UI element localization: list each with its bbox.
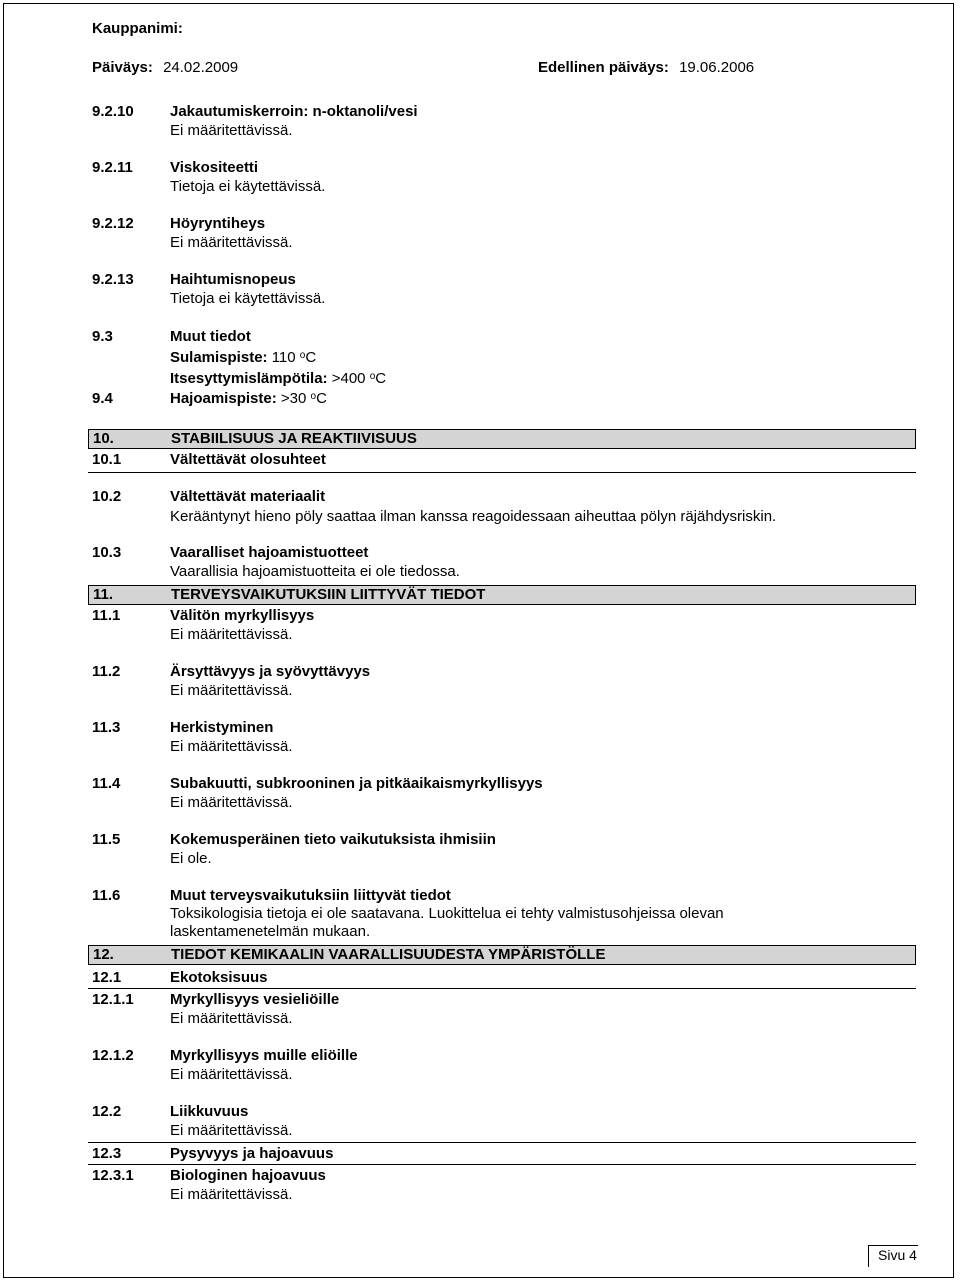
item-title: Höyryntiheys xyxy=(170,215,266,232)
item-number: 9.2.13 xyxy=(92,271,134,288)
item-number: 11.1 xyxy=(92,607,121,624)
item-text: Ei määritettävissä. xyxy=(170,794,293,811)
item-title: Jakautumiskerroin: n-oktanoli/vesi xyxy=(170,103,418,120)
section-header-11 xyxy=(88,585,916,605)
item-title: Myrkyllisyys vesieliöille xyxy=(170,991,340,1008)
degree-mark: o xyxy=(310,391,317,402)
section-title: TERVEYSVAIKUTUKSIIN LIITTYVÄT TIEDOT xyxy=(171,586,486,603)
unit: C xyxy=(375,370,387,387)
item-number: 10.2 xyxy=(92,488,122,505)
item-text: Ei määritettävissä. xyxy=(170,1066,293,1083)
item-text: Ei määritettävissä. xyxy=(170,1122,293,1139)
page-number: Sivu 4 xyxy=(878,1247,917,1263)
item-number: 10.3 xyxy=(92,544,122,561)
item-text: Kerääntynyt hieno pöly saattaa ilman kanssa reagoidessaan aiheuttaa pölyn räjähdysriskin. xyxy=(170,508,777,525)
autoignition-label: Itsesyttymislämpötila: xyxy=(170,370,328,387)
item-number: 9.2.12 xyxy=(92,215,134,232)
previous-date-label: Edellinen päiväys: xyxy=(538,59,669,76)
item-title: Ekotoksisuus xyxy=(170,969,268,986)
item-title: Ärsyttävyys ja syövyttävyys xyxy=(170,663,371,680)
item-title: Subakuutti, subkrooninen ja pitkäaikaismyrkyllisyys xyxy=(170,775,543,792)
item-text: Ei määritettävissä. xyxy=(170,234,293,251)
section-header-10 xyxy=(88,429,916,449)
item-number: 9.3 xyxy=(92,328,113,345)
degree-mark: o xyxy=(369,371,376,382)
divider xyxy=(88,1164,916,1165)
item-title: Biologinen hajoavuus xyxy=(170,1167,326,1184)
autoignition-value: >400 xyxy=(331,370,366,387)
item-title: Vältettävät materiaalit xyxy=(170,488,326,505)
page-frame xyxy=(3,3,954,1278)
item-title: Muut terveysvaikutuksiin liittyvät tiedot xyxy=(170,887,451,904)
item-text: Ei määritettävissä. xyxy=(170,122,293,139)
item-text: laskentamenetelmän mukaan. xyxy=(170,923,371,940)
date-value: 24.02.2009 xyxy=(163,59,239,76)
item-text: Ei määritettävissä. xyxy=(170,1186,293,1203)
melting-point-value: 110 xyxy=(271,349,296,366)
autoignition-temperature xyxy=(170,370,386,388)
previous-date-field xyxy=(538,59,754,76)
divider xyxy=(88,1142,916,1143)
item-number: 9.2.10 xyxy=(92,103,134,120)
divider xyxy=(88,472,916,473)
section-number: 11. xyxy=(93,586,114,603)
item-title: Kokemusperäinen tieto vaikutuksista ihmisiin xyxy=(170,831,496,848)
item-title: Myrkyllisyys muille eliöille xyxy=(170,1047,358,1064)
item-number: 12.3 xyxy=(92,1145,122,1162)
item-title: Viskositeetti xyxy=(170,159,259,176)
item-text: Ei määritettävissä. xyxy=(170,738,293,755)
decomposition-value: >30 xyxy=(280,390,307,407)
item-text: Ei määritettävissä. xyxy=(170,626,293,643)
item-number: 12.1 xyxy=(92,969,122,986)
date-field xyxy=(92,59,238,76)
item-number: 11.3 xyxy=(92,719,121,736)
item-number: 10.1 xyxy=(92,451,122,468)
divider xyxy=(88,988,916,989)
item-text: Ei määritettävissä. xyxy=(170,682,293,699)
item-title: Vaaralliset hajoamistuotteet xyxy=(170,544,369,561)
section-number: 12. xyxy=(93,946,114,963)
item-title: Muut tiedot xyxy=(170,328,251,345)
item-text: Vaarallisia hajoamistuotteita ei ole tiedossa. xyxy=(170,563,460,580)
decomposition-label: Hajoamispiste: xyxy=(170,390,277,407)
item-title: Haihtumisnopeus xyxy=(170,271,296,288)
melting-point-label: Sulamispiste: xyxy=(170,349,268,366)
section-title: STABIILISUUS JA REAKTIIVISUUS xyxy=(171,430,417,447)
item-number: 11.5 xyxy=(92,831,121,848)
item-number: 11.6 xyxy=(92,887,121,904)
section-number: 10. xyxy=(93,430,114,447)
item-number: 12.1.1 xyxy=(92,991,134,1008)
item-title: Herkistyminen xyxy=(170,719,274,736)
item-title: Liikkuvuus xyxy=(170,1103,249,1120)
item-number: 9.2.11 xyxy=(92,159,133,176)
item-text: Toksikologisia tietoja ei ole saatavana. Luokittelua ei tehty valmistusohjeissa olevan xyxy=(170,905,724,922)
unit: C xyxy=(305,349,317,366)
item-title: Vältettävät olosuhteet xyxy=(170,451,326,468)
melting-point xyxy=(170,349,316,367)
degree-mark: o xyxy=(299,350,306,361)
date-label: Päiväys: xyxy=(92,59,153,76)
section-header-12 xyxy=(88,945,916,965)
item-text: Ei määritettävissä. xyxy=(170,1010,293,1027)
item-title: Välitön myrkyllisyys xyxy=(170,607,315,624)
item-number: 12.1.2 xyxy=(92,1047,134,1064)
previous-date-value: 19.06.2006 xyxy=(679,59,755,76)
item-number: 11.4 xyxy=(92,775,121,792)
decomposition-point xyxy=(170,390,327,408)
item-title: Pysyvyys ja hajoavuus xyxy=(170,1145,334,1162)
item-text: Tietoja ei käytettävissä. xyxy=(170,290,326,307)
item-number: 11.2 xyxy=(92,663,121,680)
item-number: 12.3.1 xyxy=(92,1167,134,1184)
unit: C xyxy=(316,390,327,407)
company-label: Kauppanimi: xyxy=(92,20,183,37)
item-number: 12.2 xyxy=(92,1103,122,1120)
section-title: TIEDOT KEMIKAALIN VAARALLISUUDESTA YMPÄRISTÖLLE xyxy=(171,946,606,963)
item-text: Tietoja ei käytettävissä. xyxy=(170,178,326,195)
item-number: 9.4 xyxy=(92,390,113,407)
item-text: Ei ole. xyxy=(170,850,212,867)
